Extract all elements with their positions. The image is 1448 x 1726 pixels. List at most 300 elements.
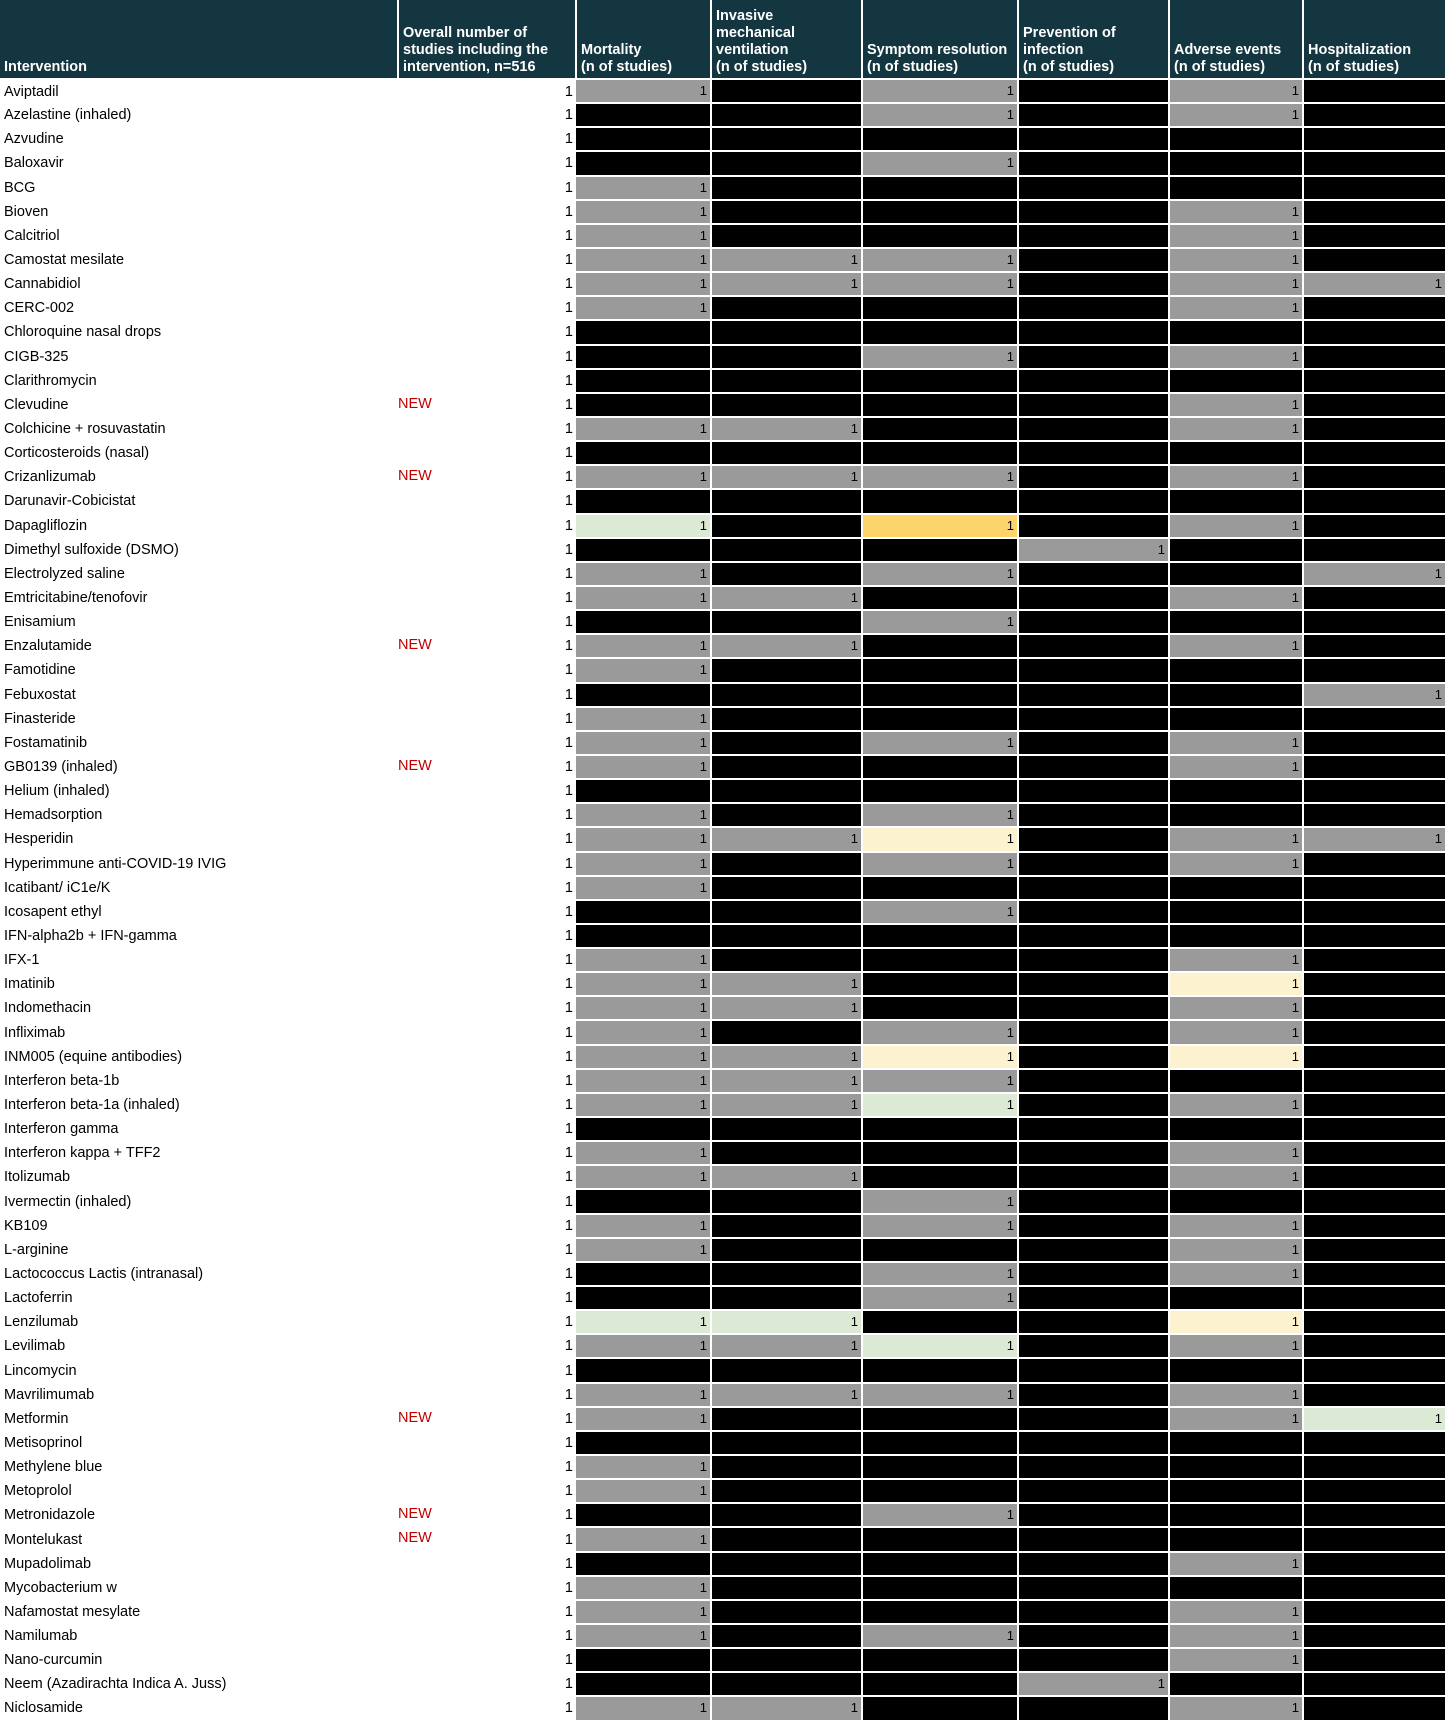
invasive-ventilation-cell — [711, 103, 862, 127]
overall-count-cell — [398, 1624, 576, 1648]
table-row — [0, 1334, 1446, 1358]
new-badge: NEW — [398, 1530, 432, 1547]
adverse-events-cell: 1 — [1169, 1045, 1303, 1069]
symptom-resolution-cell: 1 — [862, 1334, 1018, 1358]
table-row — [0, 514, 1446, 538]
table-row — [0, 924, 1446, 948]
overall-count-cell — [398, 586, 576, 610]
prevention-of-infection-cell — [1018, 634, 1169, 658]
hospitalization-cell — [1303, 248, 1446, 272]
prevention-of-infection-cell — [1018, 103, 1169, 127]
overall-count-cell — [398, 1479, 576, 1503]
new-badge: NEW — [398, 1409, 432, 1426]
mortality-cell: 1 — [576, 634, 711, 658]
prevention-of-infection-cell — [1018, 393, 1169, 417]
table-row — [0, 1310, 1446, 1334]
overall-count: 1 — [564, 324, 573, 341]
table-row — [0, 79, 1446, 103]
invasive-ventilation-cell — [711, 127, 862, 151]
overall-count-cell — [398, 803, 576, 827]
adverse-events-cell — [1169, 176, 1303, 200]
prevention-of-infection-cell — [1018, 586, 1169, 610]
hospitalization-cell — [1303, 1600, 1446, 1624]
table-row — [0, 127, 1446, 151]
overall-count: 1 — [564, 541, 573, 558]
adverse-events-cell: 1 — [1169, 1310, 1303, 1334]
table-row — [0, 417, 1446, 441]
hospitalization-cell: 1 — [1303, 683, 1446, 707]
intervention-name: Azelastine (inhaled) — [4, 107, 132, 124]
intervention-name: Dimethyl sulfoxide (DSMO) — [4, 541, 179, 558]
symptom-resolution-cell — [862, 1600, 1018, 1624]
intervention-name: Metisoprinol — [4, 1434, 83, 1451]
invasive-ventilation-cell — [711, 1479, 862, 1503]
overall-count: 1 — [564, 590, 573, 607]
invasive-ventilation-cell — [711, 320, 862, 344]
invasive-ventilation-cell — [711, 489, 862, 513]
hospitalization-cell: 1 — [1303, 562, 1446, 586]
invasive-ventilation-cell — [711, 1358, 862, 1382]
intervention-name: Metformin — [4, 1410, 69, 1427]
mortality-cell: 1 — [576, 514, 711, 538]
table-row — [0, 441, 1446, 465]
hospitalization-cell — [1303, 296, 1446, 320]
prevention-of-infection-cell — [1018, 1431, 1169, 1455]
header-row — [0, 0, 1446, 79]
overall-count-cell — [398, 1576, 576, 1600]
mortality-cell: 1 — [576, 948, 711, 972]
intervention-name: Methylene blue — [4, 1459, 103, 1476]
hospitalization-cell — [1303, 586, 1446, 610]
prevention-of-infection-cell — [1018, 224, 1169, 248]
invasive-ventilation-cell: 1 — [711, 1069, 862, 1093]
overall-count-cell — [398, 1020, 576, 1044]
table-row — [0, 1165, 1446, 1189]
overall-count-cell — [398, 852, 576, 876]
overall-count-cell — [398, 514, 576, 538]
intervention-name: Icosapent ethyl — [4, 903, 102, 920]
header-prevention-of-infection: Prevention of infection (n of studies) — [1018, 0, 1169, 79]
table-row — [0, 1552, 1446, 1576]
hospitalization-cell — [1303, 1624, 1446, 1648]
overall-count-cell — [398, 972, 576, 996]
table-row — [0, 1117, 1446, 1141]
prevention-of-infection-cell — [1018, 1358, 1169, 1382]
mortality-cell: 1 — [576, 755, 711, 779]
table-row — [0, 1576, 1446, 1600]
overall-count-cell — [398, 441, 576, 465]
mortality-cell — [576, 683, 711, 707]
adverse-events-cell: 1 — [1169, 1624, 1303, 1648]
overall-count: 1 — [564, 638, 573, 655]
mortality-cell — [576, 369, 711, 393]
invasive-ventilation-cell — [711, 1407, 862, 1431]
mortality-cell — [576, 1262, 711, 1286]
symptom-resolution-cell: 1 — [862, 103, 1018, 127]
prevention-of-infection-cell — [1018, 972, 1169, 996]
intervention-name: Enzalutamide — [4, 638, 92, 655]
prevention-of-infection-cell — [1018, 417, 1169, 441]
intervention-name: Cannabidiol — [4, 276, 81, 293]
adverse-events-cell — [1169, 1117, 1303, 1141]
hospitalization-cell — [1303, 1020, 1446, 1044]
adverse-events-cell — [1169, 441, 1303, 465]
table-row — [0, 634, 1446, 658]
adverse-events-cell — [1169, 924, 1303, 948]
prevention-of-infection-cell — [1018, 1624, 1169, 1648]
symptom-resolution-cell — [862, 1117, 1018, 1141]
mortality-cell — [576, 1117, 711, 1141]
overall-count-cell — [398, 948, 576, 972]
overall-count-cell — [398, 127, 576, 151]
symptom-resolution-cell — [862, 1431, 1018, 1455]
intervention-name: Hyperimmune anti-COVID-19 IVIG — [4, 855, 227, 872]
hospitalization-cell — [1303, 924, 1446, 948]
prevention-of-infection-cell — [1018, 1069, 1169, 1093]
hospitalization-cell — [1303, 489, 1446, 513]
invasive-ventilation-cell — [711, 1624, 862, 1648]
mortality-cell: 1 — [576, 972, 711, 996]
overall-count-cell — [398, 538, 576, 562]
adverse-events-cell: 1 — [1169, 634, 1303, 658]
mortality-cell — [576, 1552, 711, 1576]
overall-count: 1 — [564, 469, 573, 486]
overall-count: 1 — [564, 614, 573, 631]
header-invasive-mechanical-ventilation: Invasive mechanical ventilation (n of studies) — [711, 0, 862, 79]
symptom-resolution-cell: 1 — [862, 1262, 1018, 1286]
overall-count-cell — [398, 755, 576, 779]
hospitalization-cell — [1303, 755, 1446, 779]
symptom-resolution-cell — [862, 1696, 1018, 1720]
symptom-resolution-cell — [862, 972, 1018, 996]
mortality-cell — [576, 1358, 711, 1382]
intervention-name: Chloroquine nasal drops — [4, 324, 162, 341]
prevention-of-infection-cell — [1018, 1141, 1169, 1165]
overall-count-cell — [398, 393, 576, 417]
mortality-cell: 1 — [576, 707, 711, 731]
adverse-events-cell — [1169, 1189, 1303, 1213]
overall-count: 1 — [564, 203, 573, 220]
invasive-ventilation-cell — [711, 731, 862, 755]
table-row — [0, 465, 1446, 489]
invasive-ventilation-cell — [711, 1214, 862, 1238]
prevention-of-infection-cell — [1018, 779, 1169, 803]
overall-count-cell — [398, 1600, 576, 1624]
prevention-of-infection-cell — [1018, 658, 1169, 682]
table-row — [0, 996, 1446, 1020]
adverse-events-cell — [1169, 489, 1303, 513]
mortality-cell: 1 — [576, 1020, 711, 1044]
symptom-resolution-cell — [862, 924, 1018, 948]
invasive-ventilation-cell — [711, 948, 862, 972]
symptom-resolution-cell — [862, 200, 1018, 224]
prevention-of-infection-cell — [1018, 996, 1169, 1020]
table-row — [0, 1020, 1446, 1044]
overall-count-cell — [398, 900, 576, 924]
overall-count-cell — [398, 320, 576, 344]
invasive-ventilation-cell — [711, 610, 862, 634]
overall-count-cell — [398, 103, 576, 127]
prevention-of-infection-cell: 1 — [1018, 1672, 1169, 1696]
invasive-ventilation-cell: 1 — [711, 1093, 862, 1117]
adverse-events-cell — [1169, 538, 1303, 562]
table-row — [0, 345, 1446, 369]
overall-count-cell — [398, 248, 576, 272]
prevention-of-infection-cell — [1018, 514, 1169, 538]
overall-count: 1 — [564, 1000, 573, 1017]
new-badge: NEW — [398, 1506, 432, 1523]
adverse-events-cell: 1 — [1169, 1552, 1303, 1576]
intervention-name: Interferon kappa + TFF2 — [4, 1145, 161, 1162]
overall-count: 1 — [564, 734, 573, 751]
symptom-resolution-cell — [862, 127, 1018, 151]
hospitalization-cell — [1303, 1262, 1446, 1286]
invasive-ventilation-cell: 1 — [711, 634, 862, 658]
intervention-name: CERC-002 — [4, 300, 75, 317]
overall-count: 1 — [564, 372, 573, 389]
symptom-resolution-cell: 1 — [862, 1020, 1018, 1044]
symptom-resolution-cell: 1 — [862, 852, 1018, 876]
prevention-of-infection-cell — [1018, 1189, 1169, 1213]
overall-count: 1 — [564, 807, 573, 824]
overall-count: 1 — [564, 662, 573, 679]
adverse-events-cell: 1 — [1169, 224, 1303, 248]
prevention-of-infection-cell — [1018, 345, 1169, 369]
overall-count-cell — [398, 924, 576, 948]
overall-count-cell — [398, 1407, 576, 1431]
hospitalization-cell — [1303, 996, 1446, 1020]
adverse-events-cell: 1 — [1169, 948, 1303, 972]
mortality-cell: 1 — [576, 876, 711, 900]
mortality-cell — [576, 1431, 711, 1455]
hospitalization-cell — [1303, 1310, 1446, 1334]
intervention-name: Itolizumab — [4, 1169, 71, 1186]
invasive-ventilation-cell: 1 — [711, 827, 862, 851]
new-badge: NEW — [398, 395, 432, 412]
prevention-of-infection-cell — [1018, 610, 1169, 634]
header-mortality: Mortality (n of studies) — [576, 0, 711, 79]
hospitalization-cell — [1303, 731, 1446, 755]
mortality-cell: 1 — [576, 1214, 711, 1238]
mortality-cell: 1 — [576, 996, 711, 1020]
prevention-of-infection-cell — [1018, 1093, 1169, 1117]
invasive-ventilation-cell: 1 — [711, 1383, 862, 1407]
table-row — [0, 272, 1446, 296]
intervention-name: Hemadsorption — [4, 807, 103, 824]
intervention-name: CIGB-325 — [4, 348, 69, 365]
overall-count-cell — [398, 1069, 576, 1093]
intervention-name: Emtricitabine/tenofovir — [4, 590, 148, 607]
adverse-events-cell: 1 — [1169, 996, 1303, 1020]
prevention-of-infection-cell — [1018, 200, 1169, 224]
hospitalization-cell — [1303, 127, 1446, 151]
overall-count-cell — [398, 465, 576, 489]
adverse-events-cell — [1169, 876, 1303, 900]
invasive-ventilation-cell: 1 — [711, 417, 862, 441]
hospitalization-cell — [1303, 1045, 1446, 1069]
overall-count: 1 — [564, 396, 573, 413]
invasive-ventilation-cell — [711, 538, 862, 562]
invasive-ventilation-cell — [711, 1648, 862, 1672]
intervention-name: Corticosteroids (nasal) — [4, 445, 150, 462]
symptom-resolution-cell: 1 — [862, 248, 1018, 272]
hospitalization-cell — [1303, 1552, 1446, 1576]
intervention-name: Helium (inhaled) — [4, 783, 110, 800]
mortality-cell — [576, 1503, 711, 1527]
header-intervention: Intervention — [0, 0, 398, 79]
overall-count: 1 — [564, 1579, 573, 1596]
mortality-cell: 1 — [576, 803, 711, 827]
invasive-ventilation-cell: 1 — [711, 248, 862, 272]
intervention-name: Montelukast — [4, 1531, 83, 1548]
hospitalization-cell — [1303, 1334, 1446, 1358]
prevention-of-infection-cell — [1018, 1503, 1169, 1527]
table-row — [0, 1045, 1446, 1069]
intervention-name: INM005 (equine antibodies) — [4, 1048, 183, 1065]
hospitalization-cell — [1303, 1479, 1446, 1503]
hospitalization-cell — [1303, 1214, 1446, 1238]
prevention-of-infection-cell — [1018, 272, 1169, 296]
mortality-cell — [576, 345, 711, 369]
intervention-name: GB0139 (inhaled) — [4, 759, 118, 775]
table-row — [0, 1286, 1446, 1310]
mortality-cell: 1 — [576, 1383, 711, 1407]
overall-count: 1 — [564, 1048, 573, 1065]
intervention-name: Finasteride — [4, 710, 76, 727]
overall-count: 1 — [564, 1459, 573, 1476]
overall-count-cell — [398, 1431, 576, 1455]
intervention-name: Namilumab — [4, 1628, 78, 1645]
adverse-events-cell — [1169, 562, 1303, 586]
overall-count: 1 — [564, 348, 573, 365]
symptom-resolution-cell — [862, 779, 1018, 803]
symptom-resolution-cell: 1 — [862, 272, 1018, 296]
overall-count-cell — [398, 200, 576, 224]
invasive-ventilation-cell — [711, 900, 862, 924]
adverse-events-cell: 1 — [1169, 1020, 1303, 1044]
prevention-of-infection-cell — [1018, 948, 1169, 972]
prevention-of-infection-cell — [1018, 176, 1169, 200]
overall-count: 1 — [564, 1265, 573, 1282]
intervention-name: Famotidine — [4, 662, 76, 679]
prevention-of-infection-cell — [1018, 79, 1169, 103]
hospitalization-cell — [1303, 345, 1446, 369]
hospitalization-cell: 1 — [1303, 1407, 1446, 1431]
hospitalization-cell — [1303, 1189, 1446, 1213]
overall-count-cell — [398, 562, 576, 586]
overall-count: 1 — [564, 710, 573, 727]
adverse-events-cell: 1 — [1169, 1648, 1303, 1672]
symptom-resolution-cell: 1 — [862, 827, 1018, 851]
invasive-ventilation-cell — [711, 1527, 862, 1551]
intervention-name: Imatinib — [4, 976, 55, 993]
prevention-of-infection-cell — [1018, 707, 1169, 731]
table-row — [0, 1503, 1446, 1527]
invasive-ventilation-cell — [711, 1552, 862, 1576]
symptom-resolution-cell — [862, 586, 1018, 610]
adverse-events-cell — [1169, 1576, 1303, 1600]
symptom-resolution-cell — [862, 369, 1018, 393]
symptom-resolution-cell: 1 — [862, 151, 1018, 175]
symptom-resolution-cell: 1 — [862, 1093, 1018, 1117]
symptom-resolution-cell — [862, 876, 1018, 900]
overall-count: 1 — [564, 276, 573, 293]
overall-count: 1 — [564, 1072, 573, 1089]
intervention-name: Colchicine + rosuvastatin — [4, 421, 166, 438]
symptom-resolution-cell — [862, 996, 1018, 1020]
intervention-name: Lenzilumab — [4, 1314, 79, 1331]
hospitalization-cell — [1303, 320, 1446, 344]
table-row — [0, 1407, 1446, 1431]
overall-count: 1 — [564, 1555, 573, 1572]
overall-count: 1 — [564, 1193, 573, 1210]
symptom-resolution-cell — [862, 1672, 1018, 1696]
mortality-cell: 1 — [576, 1600, 711, 1624]
overall-count-cell — [398, 1696, 576, 1720]
hospitalization-cell — [1303, 224, 1446, 248]
overall-count-cell — [398, 610, 576, 634]
overall-count: 1 — [564, 1314, 573, 1331]
mortality-cell — [576, 900, 711, 924]
mortality-cell: 1 — [576, 1407, 711, 1431]
prevention-of-infection-cell — [1018, 465, 1169, 489]
intervention-name: Clevudine — [4, 396, 69, 413]
overall-count: 1 — [564, 831, 573, 848]
overall-count: 1 — [564, 1362, 573, 1379]
mortality-cell: 1 — [576, 200, 711, 224]
prevention-of-infection-cell — [1018, 1238, 1169, 1262]
intervention-name: Lincomycin — [4, 1362, 77, 1379]
adverse-events-cell — [1169, 1527, 1303, 1551]
mortality-cell: 1 — [576, 1624, 711, 1648]
adverse-events-cell: 1 — [1169, 1407, 1303, 1431]
symptom-resolution-cell: 1 — [862, 345, 1018, 369]
overall-count-cell — [398, 1358, 576, 1382]
adverse-events-cell — [1169, 707, 1303, 731]
mortality-cell: 1 — [576, 1141, 711, 1165]
adverse-events-cell: 1 — [1169, 1600, 1303, 1624]
overall-count: 1 — [564, 517, 573, 534]
hospitalization-cell — [1303, 151, 1446, 175]
overall-count: 1 — [564, 1386, 573, 1403]
adverse-events-cell — [1169, 1431, 1303, 1455]
table-row — [0, 1093, 1446, 1117]
mortality-cell: 1 — [576, 731, 711, 755]
mortality-cell: 1 — [576, 827, 711, 851]
hospitalization-cell — [1303, 1117, 1446, 1141]
adverse-events-cell: 1 — [1169, 465, 1303, 489]
invasive-ventilation-cell — [711, 1600, 862, 1624]
mortality-cell: 1 — [576, 465, 711, 489]
table-row — [0, 320, 1446, 344]
invasive-ventilation-cell — [711, 1672, 862, 1696]
mortality-cell: 1 — [576, 1576, 711, 1600]
intervention-name: Camostat mesilate — [4, 252, 125, 269]
adverse-events-cell — [1169, 151, 1303, 175]
mortality-cell: 1 — [576, 1069, 711, 1093]
adverse-events-cell: 1 — [1169, 1383, 1303, 1407]
overall-count: 1 — [564, 493, 573, 510]
hospitalization-cell — [1303, 948, 1446, 972]
hospitalization-cell — [1303, 1358, 1446, 1382]
overall-count: 1 — [564, 179, 573, 196]
adverse-events-cell — [1169, 1672, 1303, 1696]
hospitalization-cell — [1303, 103, 1446, 127]
prevention-of-infection-cell — [1018, 1117, 1169, 1141]
adverse-events-cell: 1 — [1169, 1696, 1303, 1720]
invasive-ventilation-cell — [711, 441, 862, 465]
prevention-of-infection-cell — [1018, 755, 1169, 779]
